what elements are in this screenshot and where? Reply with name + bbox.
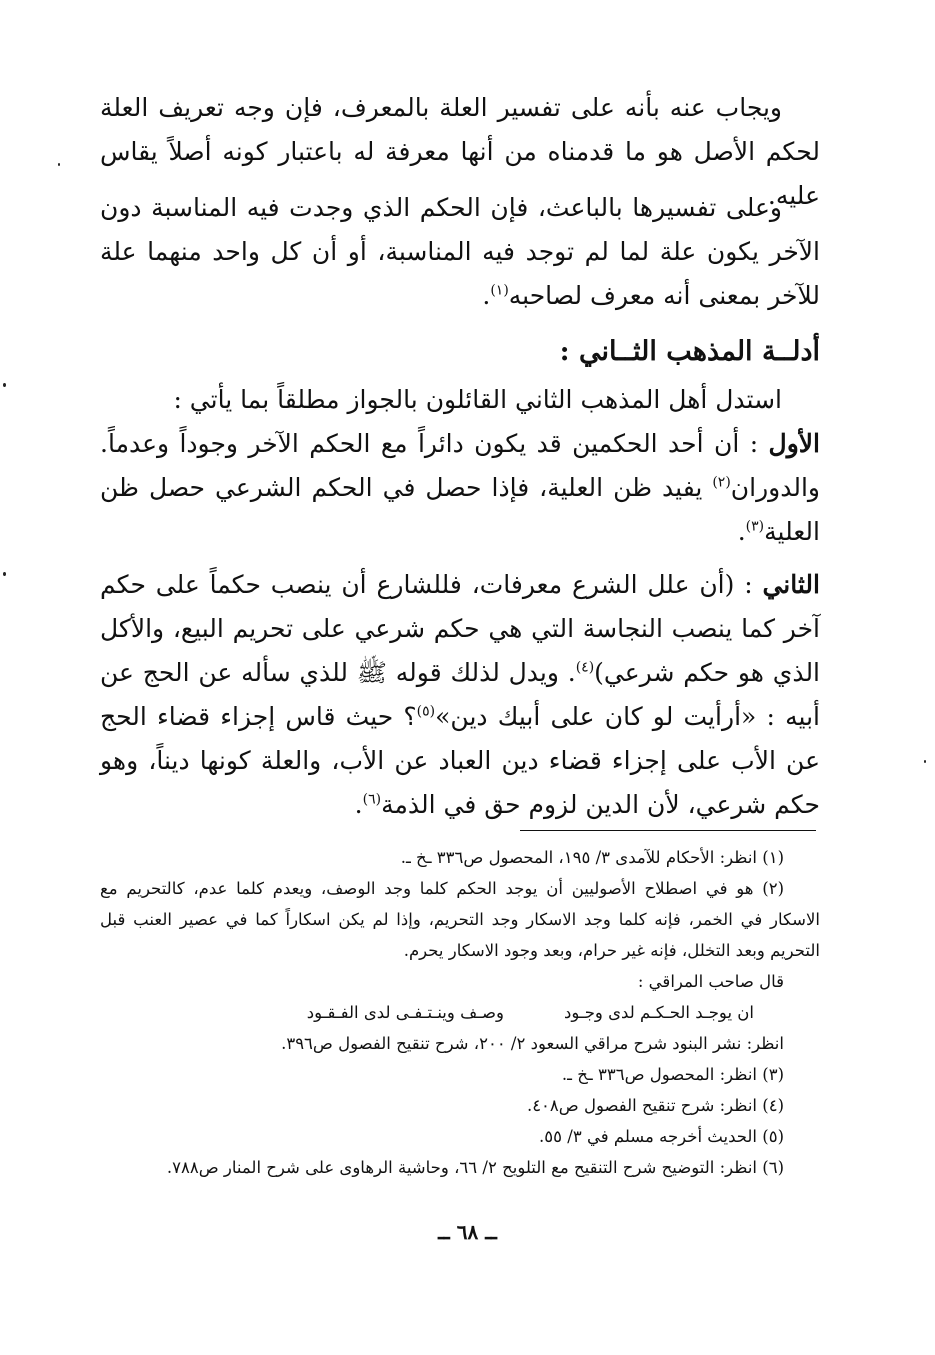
verse-first-hemistich: ان يوجـد الحـكـم لدى وجـود (564, 1003, 754, 1022)
paragraph-text: : (أن علل الشرع معرفات، فللشارع أن ينصب حكماً على حكم آخر كما ينصب النجاسة التي هي حكم شرعي على تحريم البيع، والأكل الذي هو حكم شرعي) (100, 570, 821, 687)
footnote-ref: (١) (490, 282, 509, 299)
footnote-2-reference: انظر: نشر البنود شرح مراقي السعود ٢/ ٢٠٠، شرح تنقيح الفصول ص٣٩٦. (281, 1034, 784, 1053)
paragraph-second-proof (100, 563, 820, 827)
paragraph-text: وعلى تفسيرها بالباعث، فإن الحكم الذي وجدت فيه المناسبة دون الآخر يكون علة لما لم توجد فيه المناسبة، أو أن كل واحد منهما علة للآخر بمعنى أنه معرف لصاحبه (100, 193, 820, 310)
paragraph-intro (100, 378, 820, 422)
scan-speck (3, 572, 6, 576)
paragraph-first-proof (100, 422, 820, 554)
paragraph-text: ويجاب عنه بأنه على تفسير العلة بالمعرف، فإن وجه تعريف العلة لحكم الأصل هو ما قدمناه من أنها معرفة له باعتبار كونه أصلاً يقاس عليه. (100, 93, 820, 210)
scan-speck (3, 383, 6, 387)
verse-second-hemistich: وصـف وينـتـفـى لدى الفـقـود (306, 1003, 504, 1022)
proof-label: الأول (768, 429, 820, 458)
footnote-2-quote: قال صاحب المراقي : (637, 972, 784, 991)
section-heading: أدلــة المذهب الثــاني : (559, 336, 820, 367)
paragraph-end: . (354, 790, 363, 819)
footnote-ref: (٦) (362, 791, 382, 808)
paragraph-text: : أن أحد الحكمين قد يكون دائراً مع الحكم الآخر وجوداً وعدماً. والدوران (100, 429, 820, 502)
paragraph-end: . (737, 517, 746, 546)
poem-verse (100, 997, 820, 1028)
footnote-ref: (٤) (575, 659, 595, 676)
scan-speck (58, 163, 60, 166)
paragraph-motive (100, 186, 820, 318)
footnote-ref: (٢) (712, 474, 731, 491)
footnote-ref: (٥) (416, 703, 436, 720)
footnote-3: (٣) انظر: المحصول ص٣٣٦ ـخ ـ. (561, 1065, 784, 1084)
proof-label: الثاني (762, 570, 820, 599)
footnote-6: (٦) انظر: التوضيح شرح التنقيح مع التلويح ٢/ ٦٦، وحاشية الرهاوى على شرح المنار ص٧٨٨. (166, 1158, 784, 1177)
scan-speck (924, 760, 926, 763)
paragraph-text: ؟ حيث قاس إجزاء قضاء الحج عن الأب على إجزاء قضاء دين العباد عن الأب، والعلة كونها ديناً، وهو حكم شرعي، لأن الدين لزوم حق في الذمة (100, 702, 820, 819)
paragraph-text: استدل أهل المذهب الثاني القائلون بالجواز مطلقاً بما يأتي : (173, 385, 782, 414)
paragraph-end: . (482, 281, 491, 310)
footnote-2: (٢) هو في اصطلاح الأصوليين أن يوجد الحكم كلما وجد الوصف، ويعدم كلما عدم، كالتحريم مع الاسكار في الخمر، فإنه كلما وجد الاسكار وجد التحريم، وإذا لم يكن اسكاراً كما في عصير العنب قبل التحريم وبعد التخلل، فإنه غير حرام، وبعد وجود الاسكار يحرم. (100, 879, 820, 960)
footnote-ref: (٣) (745, 518, 765, 535)
footnote-1: (١) انظر: الأحكام للآمدى ٣/ ١٩٥، المحصول ص٣٣٦ ـخ ـ. (400, 848, 784, 867)
footnotes (100, 842, 820, 1183)
paragraph-text: . ويدل لذلك قوله ﷺ للذي سأله عن الحج عن أبيه : «أرأيت لو كان على أبيك دين» (100, 658, 820, 731)
footnote-5: (٥) الحديث أخرجه مسلم في ٣/ ٥٥. (539, 1127, 784, 1146)
footnote-separator (520, 830, 816, 831)
paragraph-text: يفيد ظن العلية، فإذا حصل في الحكم الشرعي حصل ظن العلية (100, 473, 820, 546)
page-number: ــ ٦٨ ــ (438, 1220, 497, 1244)
footnote-4: (٤) انظر: شرح تنقيح الفصول ص٤٠٨. (526, 1096, 784, 1115)
